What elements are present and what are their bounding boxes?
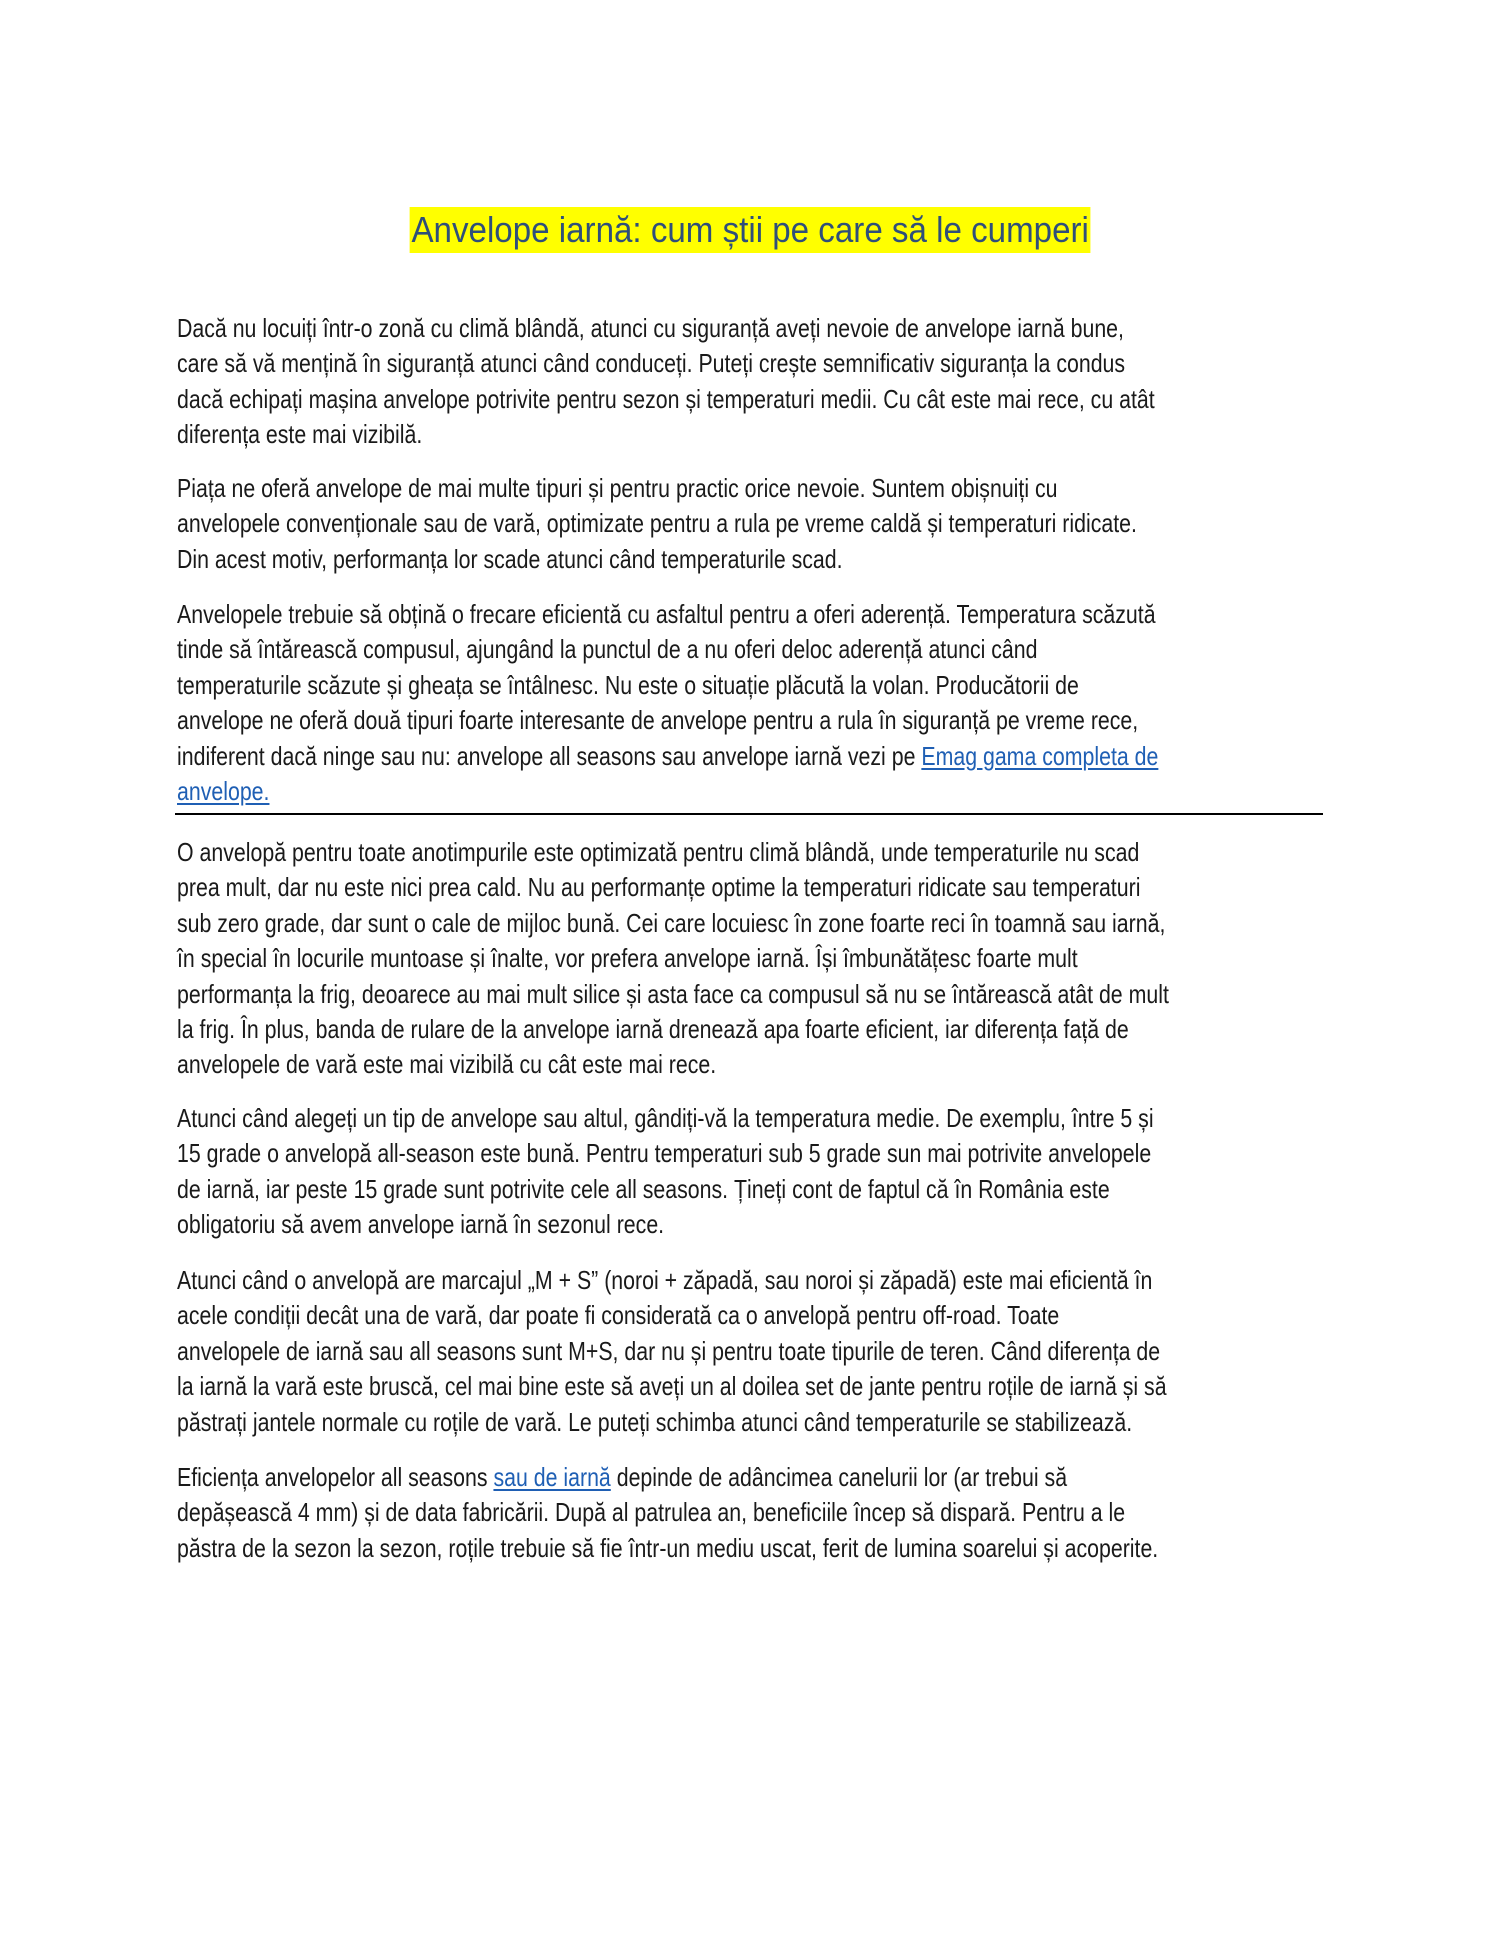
text-segment: de iarnă, iar peste 15 grade sunt potrivite cele all seasons. Țineți cont de faptul că în România este: [177, 1173, 1110, 1204]
text-segment: Atunci când o anvelopă are marcajul „M + S” (noroi + zăpadă, sau noroi și zăpadă) este mai eficientă în: [177, 1265, 1153, 1295]
hyperlink[interactable]: sau de iarnă: [493, 1462, 611, 1492]
text-segment: anvelopele de vară este mai vizibilă cu cât este mai rece.: [177, 1049, 717, 1080]
text-segment: Eficiența anvelopelor all seasons: [177, 1462, 494, 1492]
text-line: [177, 941, 1120, 976]
text-line: [177, 1012, 1129, 1047]
paragraph: [177, 311, 1327, 453]
text-line: [177, 597, 1156, 632]
text-line: [177, 835, 1140, 870]
text-segment: tinde să întărească compusul, ajungând la punctul de a nu oferi deloc aderență atunci când: [177, 634, 1038, 665]
text-line: [177, 1334, 1161, 1369]
title-container: [0, 207, 1500, 253]
text-segment: Piața ne oferă anvelope de mai multe tipuri și pentru practic orice nevoie. Suntem obișnuiți cu: [177, 473, 1058, 503]
horizontal-rule: [175, 813, 1323, 815]
text-line: [177, 668, 1120, 703]
text-segment: Dacă nu locuiți într-o zonă cu climă blândă, atunci cu siguranță aveți nevoie de anvelope iarnă bune,: [177, 313, 1124, 343]
text-line: [177, 1047, 1120, 1082]
hyperlink[interactable]: anvelope.: [177, 775, 270, 806]
text-segment: care să vă mențină în siguranță atunci când conduceți. Puteți crește semnificativ siguranța la condus: [177, 348, 1126, 379]
text-line: [177, 382, 1155, 417]
text-line: [177, 1263, 1153, 1298]
paragraph: [177, 597, 1327, 809]
text-line: [177, 1405, 1133, 1440]
text-segment: Anvelopele trebuie să obțină o frecare eficientă cu asfaltul pentru a oferi aderență. Temperatura scăzută: [177, 599, 1156, 629]
text-line: [177, 1460, 1120, 1495]
text-segment: depinde de adâncimea canelurii lor (ar trebui să: [610, 1462, 1068, 1492]
text-segment: obligatoriu să avem anvelope iarnă în sezonul rece.: [177, 1209, 665, 1240]
text-segment: depășească 4 mm) și de data fabricării. După al patrulea an, beneficiile încep să dispară. Pentru a le: [177, 1497, 1126, 1528]
text-line: [177, 1369, 1167, 1404]
text-segment: diferența este mai vizibilă.: [177, 419, 423, 450]
text-line: [177, 906, 1166, 941]
text-line: [177, 471, 1120, 506]
paragraph: [177, 835, 1327, 1083]
paragraph: [177, 1460, 1327, 1566]
text-segment: temperaturile scăzute și gheața se întâlnesc. Nu este o situație plăcută la volan. Producătorii de: [177, 669, 1079, 700]
text-line: [177, 1207, 1120, 1242]
text-line: [177, 1101, 1154, 1136]
text-segment: acele condiții decât una de vară, dar poate fi considerată ca o anvelopă pentru off-road. Toate: [177, 1300, 1060, 1331]
hyperlink[interactable]: Emag gama completa de: [921, 740, 1159, 771]
text-line: [177, 1136, 1152, 1171]
text-segment: anvelope ne oferă două tipuri foarte interesante de anvelope pentru a rula în siguranță pe vreme rece,: [177, 705, 1139, 736]
text-line: [177, 542, 1120, 577]
text-line: [177, 739, 1159, 774]
text-segment: în special în locurile muntoase și înalte, vor prefera anvelope iarnă. Își îmbunătățesc foarte mult: [177, 943, 1078, 974]
paragraph: [177, 471, 1327, 577]
text-line: [177, 703, 1139, 738]
text-segment: anvelopele de iarnă sau all seasons sunt M+S, dar nu și pentru toate tipurile de teren. Când diferența de: [177, 1335, 1161, 1366]
text-segment: la iarnă la vară este bruscă, cel mai bine este să aveți un al doilea set de jante pentru roțile de iarnă și să: [177, 1371, 1167, 1402]
text-segment: Din acest motiv, performanța lor scade atunci când temperaturile scad.: [177, 543, 843, 574]
text-line: [177, 870, 1141, 905]
text-line: [177, 977, 1169, 1012]
text-line: [177, 311, 1124, 346]
text-line: [177, 1495, 1126, 1530]
text-line: [177, 417, 1120, 452]
text-segment: prea mult, dar nu este nici prea cald. Nu au performanțe optime la temperaturi ridicate sau temperaturi: [177, 872, 1141, 903]
text-segment: anvelopele convenționale sau de vară, optimizate pentru a rula pe vreme caldă și temperaturi ridicate.: [177, 508, 1137, 539]
text-segment: O anvelopă pentru toate anotimpurile este optimizată pentru climă blândă, unde temperaturile nu scad: [177, 837, 1140, 867]
text-segment: indiferent dacă ninge sau nu: anvelope all seasons sau anvelope iarnă vezi pe: [177, 740, 922, 771]
text-line: [177, 1172, 1120, 1207]
text-line: [177, 1298, 1120, 1333]
document-title: Anvelope iarnă: cum știi pe care să le cumperi: [409, 207, 1090, 253]
text-segment: sub zero grade, dar sunt o cale de mijloc bună. Cei care locuiesc în zone foarte reci în toamnă sau iarnă,: [177, 907, 1166, 938]
text-line: [177, 632, 1120, 667]
text-line: [177, 1531, 1159, 1566]
text-segment: păstra de la sezon la sezon, roțile trebuie să fie într-un mediu uscat, ferit de lumina soarelui și acoperite.: [177, 1532, 1159, 1563]
text-line: [177, 346, 1126, 381]
text-segment: 15 grade o anvelopă all-season este bună. Pentru temperaturi sub 5 grade sun mai potrivite anvelopele: [177, 1138, 1152, 1169]
text-line: [177, 774, 1120, 809]
paragraph: [177, 1263, 1327, 1440]
text-line: [177, 506, 1137, 541]
text-segment: păstrați jantele normale cu roțile de vară. Le puteți schimba atunci când temperaturile se stabilizează.: [177, 1406, 1133, 1437]
paragraph: [177, 1101, 1327, 1243]
text-segment: Atunci când alegeți un tip de anvelope sau altul, gândiți-vă la temperatura medie. De exemplu, între 5 și: [177, 1103, 1154, 1133]
text-segment: dacă echipați mașina anvelope potrivite pentru sezon și temperaturi medii. Cu cât este mai rece, cu atât: [177, 383, 1155, 414]
text-segment: performanța la frig, deoarece au mai mult silice și asta face ca compusul să nu se întărească atât de mult: [177, 978, 1169, 1009]
text-segment: la frig. În plus, banda de rulare de la anvelope iarnă drenează apa foarte eficient, iar diferența față de: [177, 1013, 1129, 1044]
